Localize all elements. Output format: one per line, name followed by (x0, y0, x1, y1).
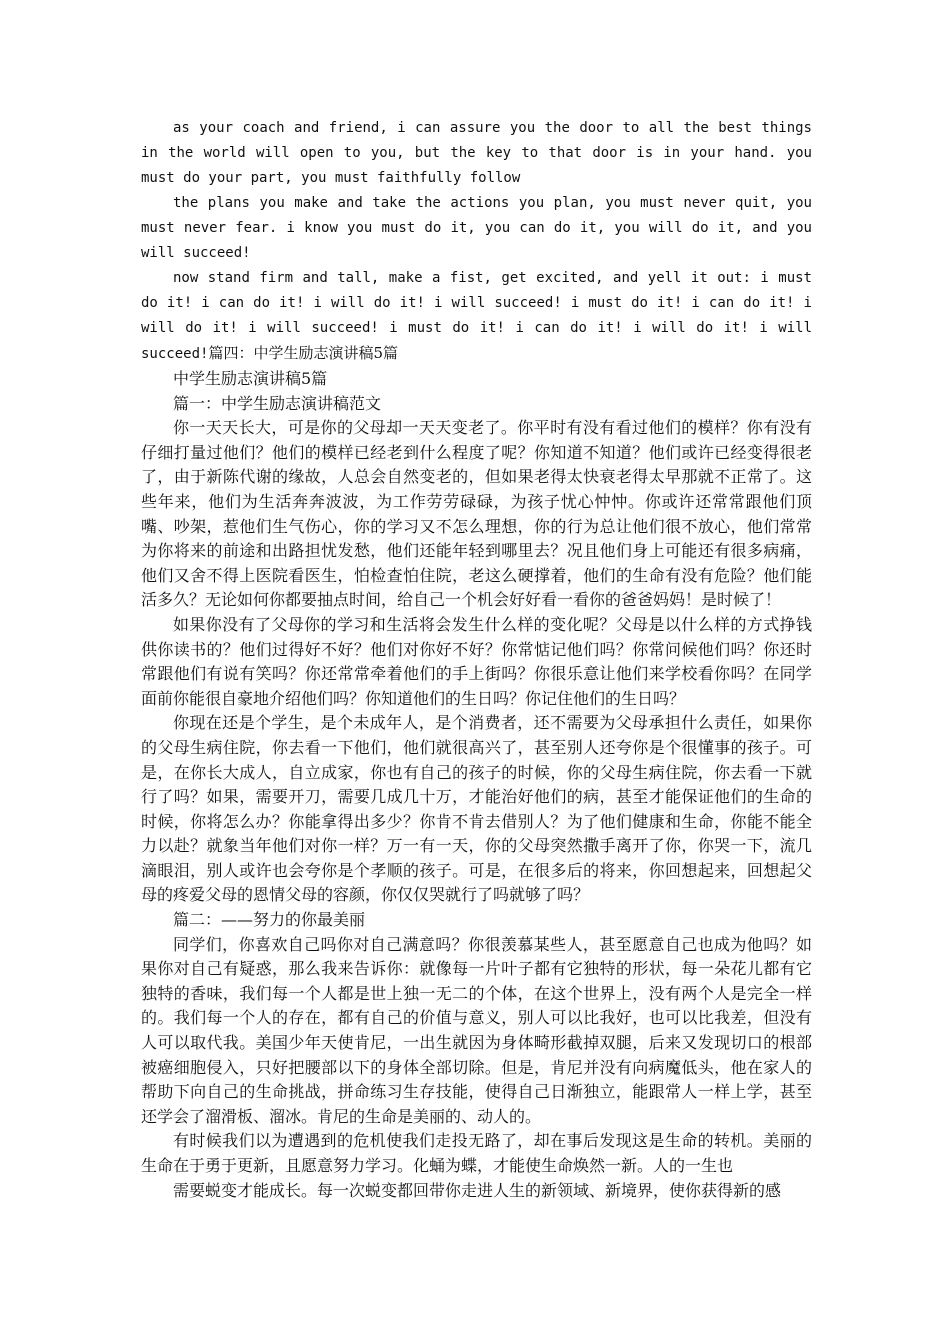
english-paragraph-2: the plans you make and take the actions you plan, you must never quit, you must never fear. i know you must do it, you can do it, you will do it, and you will succeed! (141, 195, 812, 261)
section-1-title: 篇一：中学生励志演讲稿范文 (173, 393, 382, 413)
document-title: 中学生励志演讲稿5篇 (173, 369, 328, 388)
section-1-paragraph-3: 你现在还是个学生，是个未成年人，是个消费者，还不需要为父母承担什么责任，如果你的父母生病住院，你去看一下他们，他们就很高兴了，甚至别人还夸你是个很懂事的孩子。可是，在你长大成人，自立成家，你也有自己的孩子的时候，你的父母生病住院，你去看一下就行了吗？如果，需要开刀，需要几成几十万，才能治好他们的病，甚至才能保证他们的生命的时候，你将怎么办？你能拿得出多少？你肯不肯去借别人？为了他们健康和生命，你能不能全力以赴？就象当年他们对你一样？万一有一天，你的父母突然撒手离开了你，你哭一下，流几滴眼泪，别人或许也会夸你是个孝顺的孩子。可是，在很多后的将来，你回想起来，回想起父母的疼爱父母的恩情父母的容颜，你仅仅哭就行了吗就够了吗？ (141, 713, 812, 905)
section-4-title-inline: 篇四：中学生励志演讲稿5篇 (208, 344, 398, 362)
section-2-paragraph-1: 同学们，你喜欢自己吗你对自己满意吗？你很羡慕某些人，甚至愿意自己也成为他吗？如果你对自己有疑惑，那么我来告诉你：就像每一片叶子都有它独特的形状，每一朵花儿都有它独特的香味，我们每一个人都是世上独一无二的个体，在这个世界上，没有两个人是完全一样的。我们每一个人的存在，都有自己的价值与意义，别人可以比我好，也可以比我差，但没有人可以取代我。美国少年天使肯尼，一出生就因为身体畸形截掉双腿，后来又发现切口的根部被癌细胞侵入，只好把腰部以下的身体全部切除。但是，肯尼并没有向病魔低头，他在家人的帮助下向自己的生命挑战，拼命练习生存技能，使得自己日渐独立，能跟常人一样上学，甚至还学会了溜滑板、溜冰。肯尼的生命是美丽的、动人的。 (141, 934, 812, 1126)
section-2-paragraph-3: 需要蜕变才能成长。每一次蜕变都回带你走进人生的新领域、新境界，使你获得新的感 (173, 1180, 782, 1200)
section-2-title: 篇二：——努力的你最美丽 (173, 910, 366, 930)
section-1-paragraph-1: 你一天天长大，可是你的父母却一天天变老了。你平时有没有看过他们的模样？你有没有仔细打量过他们？他们的模样已经老到什么程度了呢？你知道不知道？他们或许已经变得很老了，由于新陈代谢的缘故，人总会自然变老的，但如果老得太快衰老得太早那就不正常了。这些年来，他们为生活奔奔波波，为工作劳劳碌碌，为孩子忧心忡忡。你或许还常常跟他们顶嘴、吵架，惹他们生气伤心，你的学习又不怎么理想，你的行为总让他们很不放心，他们常常为你将来的前途和出路担忧发愁，他们还能年轻到哪里去？况且他们身上可能还有很多病痛，他们又舍不得上医院看医生，怕检查怕住院，老这么硬撑着，他们的生命有没有危险？他们能活多久？无论如何你都要抽点时间，给自己一个机会好好看一看你的爸爸妈妈！是时候了！ (141, 418, 812, 610)
section-2-paragraph-2: 有时候我们以为遭遇到的危机使我们走投无路了，却在事后发现这是生命的转机。美丽的生命在于勇于更新，且愿意努力学习。化蛹为蝶，才能使生命焕然一新。人的一生也 (141, 1131, 812, 1175)
english-paragraph-1: as your coach and friend, i can assure you the door to all the best things in the world will open to you, but the key to that door is in your hand. you must do your part, you must faithfully follow (141, 120, 812, 186)
english-paragraph-3 (141, 266, 812, 367)
english-paragraph-3-text: now stand firm and tall, make a fist, get excited, and yell it out: i must do it! i can do it! i will do it! i will succeed! i must do it! i can do it! i will do it! i will succeed! i must do it! i can do it! i will do it! i will succeed! (141, 270, 812, 362)
section-1-paragraph-2: 如果你没有了父母你的学习和生活将会发生什么样的变化呢？父母是以什么样的方式挣钱供你读书的？他们过得好不好？他们对你好不好？你常惦记他们吗？你常问候他们吗？你还时常跟他们有说有笑吗？你还常常牵着他们的手上街吗？你很乐意让他们来学校看你吗？在同学面前你能很自豪地介绍他们吗？你知道他们的生日吗？你记住他们的生日吗？ (141, 614, 812, 708)
